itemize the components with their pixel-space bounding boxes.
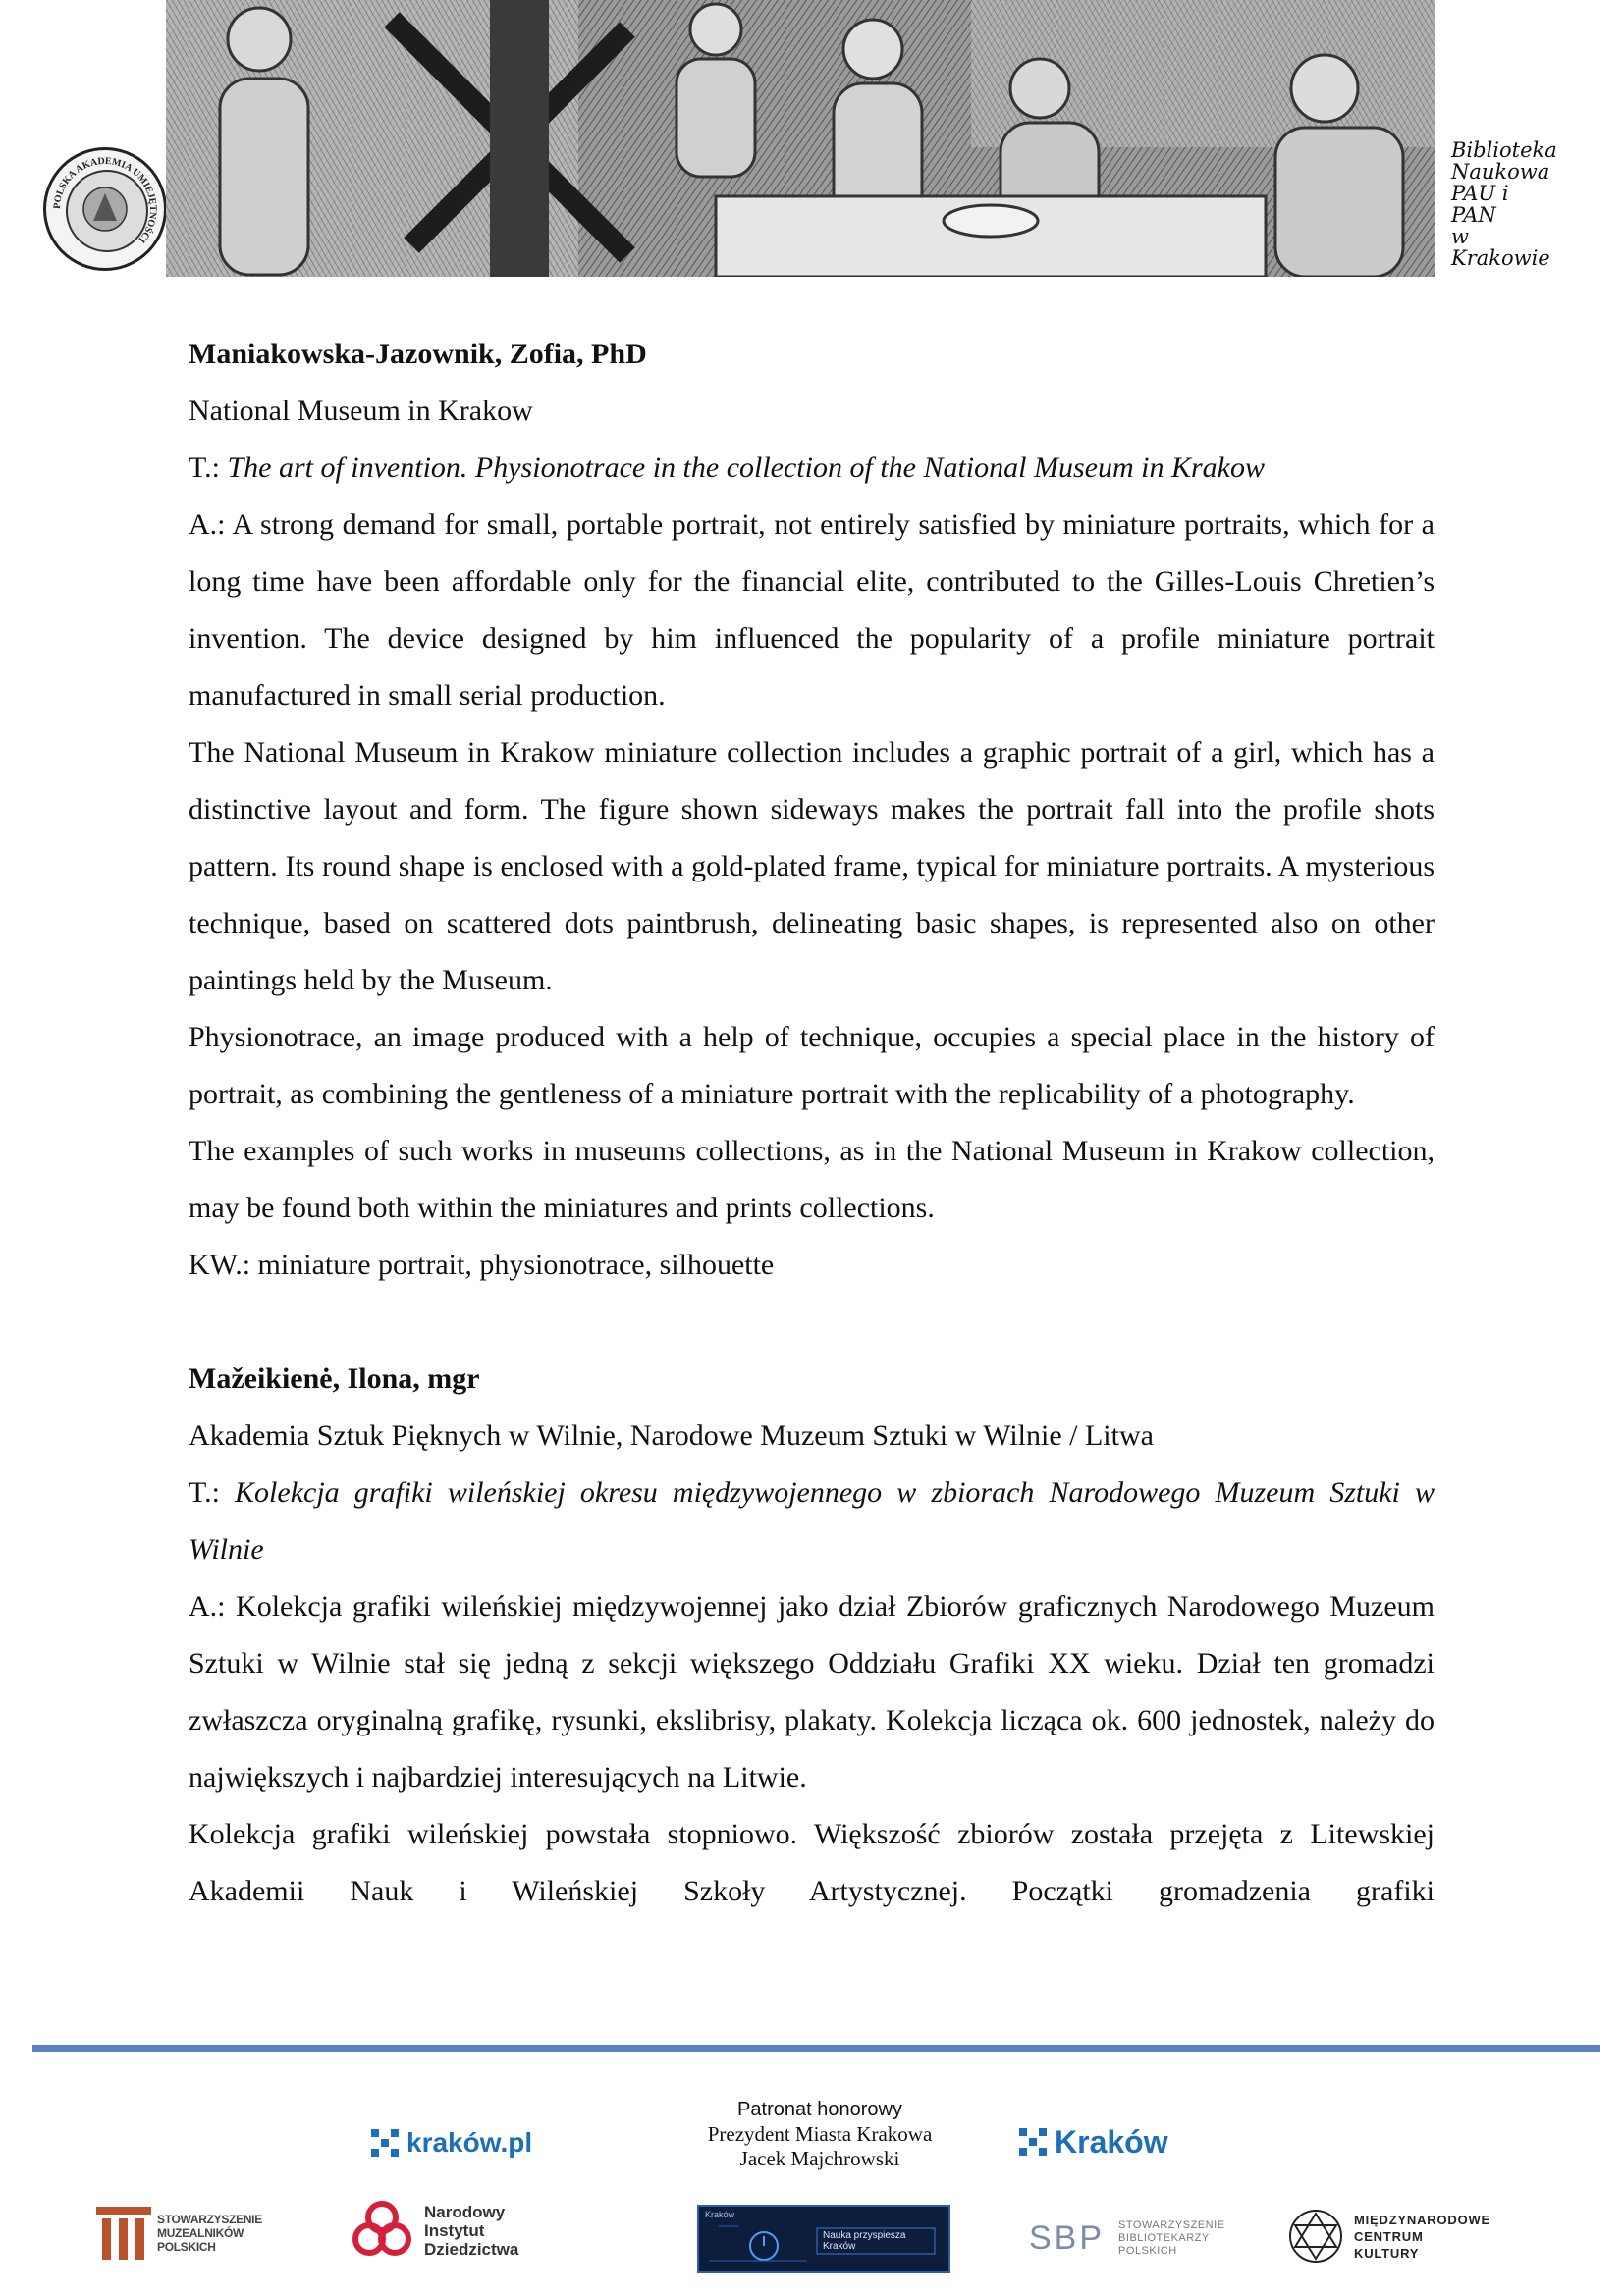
svg-text:POLSKA AKADEMIA UMIEJĘTNOŚCI: POLSKA AKADEMIA UMIEJĘTNOŚCI [51,155,159,245]
krakow-city-logo: Kraków [1019,2120,1168,2163]
pau-seal-logo [43,147,167,271]
library-logo: Biblioteka Naukowa PAU i PAN w Krakowie [1451,138,1557,270]
abstract-paragraph: A.: A strong demand for small, portable portrait, not entirely satisfied by miniature portraits, which for a long time have been affordable only for the financial elite, contributed to the Gilles-Louis Chretien’s invention. The device designed by him influenced the popularity of a profile miniature portrait manufactured in small serial production. [189,508,1435,712]
mck-logo: MIĘDZYNARODOWE CENTRUM KULTURY [1287,2205,1490,2268]
affiliation: Akademia Sztuk Pięknych w Wilnie, Narodowe Muzeum Sztuki w Wilnie / Litwa [189,1419,1154,1452]
sbp-logo: SBP STOWARZYSZENIE BIBLIOTEKARZY POLSKICH [1029,2218,1225,2257]
abstract-paragraph: Kolekcja grafiki wileńskiej powstała stopniowo. Większość zbiorów została przejęta z Litewskiej Akademii Nauk i Wileńskiej Szkoły Artystycznej. Początki gromadzenia grafiki [189,1818,1435,1907]
mck-circle-icon [1287,2208,1344,2265]
honorary-patronage: Patronat honorowy Prezydent Miasta Krakowa Jacek Majchrowski [707,2099,933,2170]
abstract-paragraph: The examples of such works in museums collections, as in the National Museum in Krakow collection, may be found both within the miniatures and prints collections. [189,1135,1435,1224]
smp-columns-icon [96,2207,151,2260]
title-text: Kolekcja grafiki wileńskiej okresu międzywojennego w zbiorach Narodowego Muzeum Sztuki w Wilnie [189,1476,1435,1566]
abstract-paragraph: The National Museum in Krakow miniature collection includes a graphic portrait of a girl, which has a distinctive layout and form. The figure shown sideways makes the portrait fall into the profile shots pattern. Its round shape is enclosed with a gold-plated frame, typical for miniature portraits. A mysterious technique, based on scattered dots paintbrush, delineating basic shapes, is represented also on other paintings held by the Museum. [189,736,1435,996]
abstract-paragraph: A.: Kolekcja grafiki wileńskiej międzywojennej jako dział Zbiorów graficznych Narodowego Muzeum Sztuki w Wilnie stał się jedną z sekcji większego Oddziału Grafiki XX wieku. Dział ten gromadzi zwłaszcza oryginalną grafikę, rysunki, ekslibrisy, plakaty. Kolekcja licząca ok. 600 jednostek, należy do największych i najbardziej interesujących na Litwie. [189,1590,1435,1793]
smp-logo: STOWARZYSZENIE MUZEALNIKÓW POLSKICH [96,2206,262,2261]
abstract-title [189,1465,1435,1578]
title-text: The art of invention. Physionotrace in the collection of the National Museum in Krakow [227,452,1265,484]
nid-logo: Narodowy Instytut Dziedzictwa [352,2199,518,2262]
abstracts-content [189,326,1435,1920]
keywords: KW.: miniature portrait, physionotrace, silhouette [189,1249,775,1281]
krakow-grid-icon [371,2129,399,2157]
affiliation: National Museum in Krakow [189,395,533,427]
abstract-entry-1 [189,326,1435,1294]
footer-divider [32,2045,1600,2052]
abstract-paragraph: Physionotrace, an image produced with a help of technique, occupies a special place in the history of portrait, as combining the gentleness of a miniature portrait with the replicability of a photography. [189,1021,1435,1110]
abstract-entry-2 [189,1351,1435,1920]
author-name: Maniakowska-Jazownik, Zofia, PhD [189,338,647,370]
nid-trefoil-icon [352,2200,412,2261]
title-prefix: T.: [189,452,228,484]
header-engraving-image [166,0,1435,277]
abstract-title [189,440,1435,497]
science-krakow-banner: Kraków Nauka przyspiesza Kraków [697,2205,950,2273]
author-name: Mažeikienė, Ilona, mgr [189,1362,480,1395]
krakow-pl-logo: kraków.pl [371,2123,532,2163]
title-prefix: T.: [189,1476,236,1509]
krakow-grid-icon [1019,2128,1047,2156]
